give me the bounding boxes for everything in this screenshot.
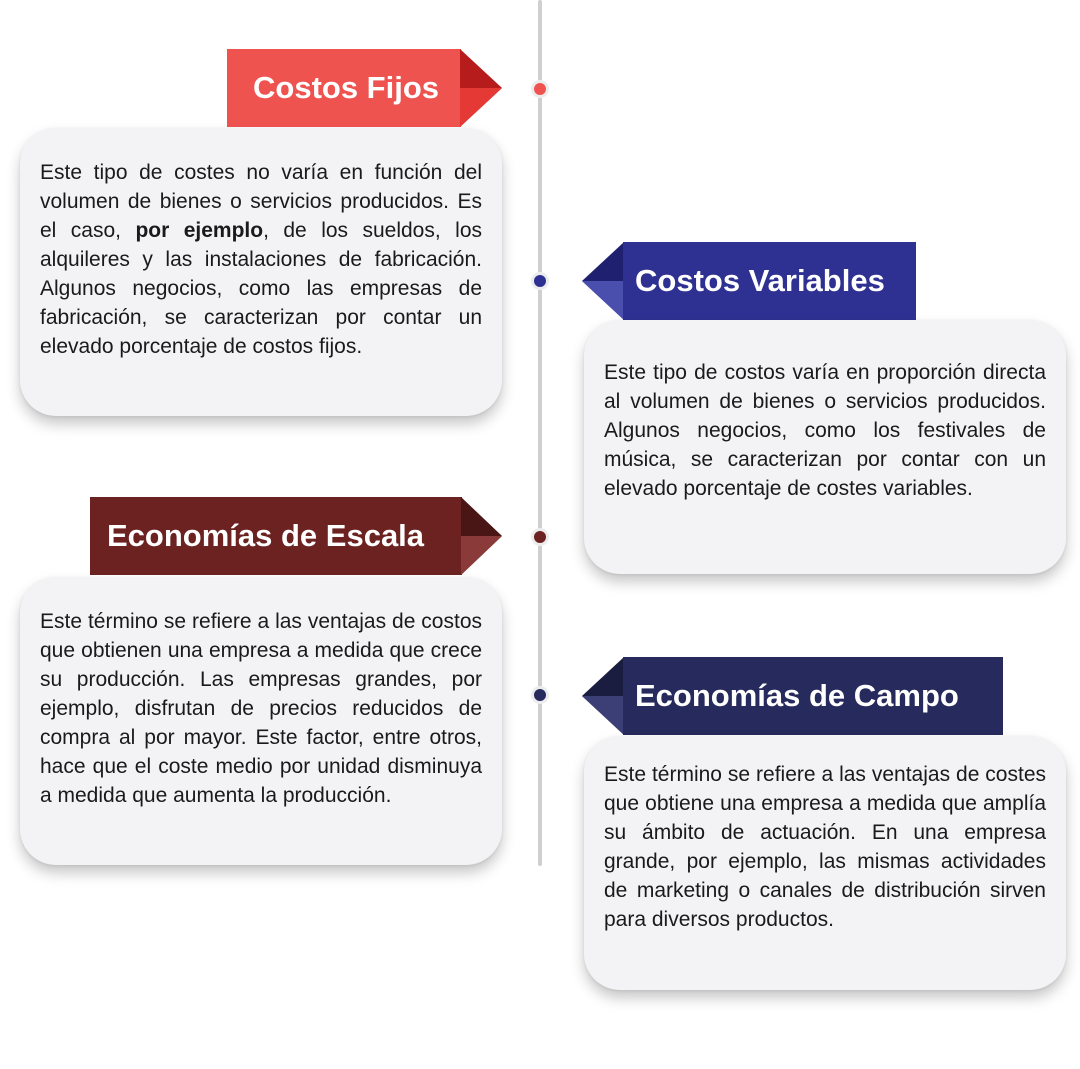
label-text: Costos Variables [635,263,885,298]
arrow-left-icon [582,242,624,320]
card-text: Este término se refiere a las ventajas de costes que obtiene una empresa a medida que amplía su ámbito de actuación. En una empresa grande, por ejemplo, las mismas actividades de marketing o canales de distribución sirven para diversos productos. [604,763,1046,931]
timeline-dot-economias-escala [531,528,549,546]
card-text: Este término se refiere a las ventajas de costos que obtienen una empresa a medida que crece su producción. Las empresas grandes, por ejemplo, disfrutan de precios reducidos de compra al por mayor. Este factor, entre otros, hace que el coste medio por unidad disminuya a medida que aumenta la producción. [40,610,482,807]
label-economias-escala [90,497,502,575]
timeline-dot-costos-variables [531,272,549,290]
card-text: Este tipo de costos varía en proporción directa al volumen de bienes o servicios producidos. Algunos negocios, como los festivales de música, se caracterizan por contar con un elevado porcentaje de costes variables. [604,361,1046,500]
label-costos-variables [582,242,916,320]
card-economias-escala [20,577,502,865]
timeline-dot-costos-fijos [531,80,549,98]
timeline-dot-economias-campo [531,686,549,704]
card-costos-variables [584,320,1066,574]
label-text: Economías de Escala [107,518,425,553]
arrow-right-icon [460,49,502,127]
card-text: Este tipo de costes no varía en función del volumen de bienes o servicios producidos. Es el caso, por ejemplo, de los sueldos, los alquileres y las instalaciones de fabricación. Algunos negocios, como las empresas de fabricación, se caracterizan por contar un elevado porcentaje de costos fijos. [40,161,482,358]
label-economias-campo [582,657,1003,735]
timeline-line [538,0,542,866]
arrow-right-icon [461,497,502,575]
label-text: Costos Fijos [253,70,440,105]
card-costos-fijos [20,128,502,416]
arrow-left-icon [582,657,624,735]
card-economias-campo [584,736,1066,990]
label-costos-fijos [227,49,502,127]
label-text: Economías de Campo [635,678,959,713]
